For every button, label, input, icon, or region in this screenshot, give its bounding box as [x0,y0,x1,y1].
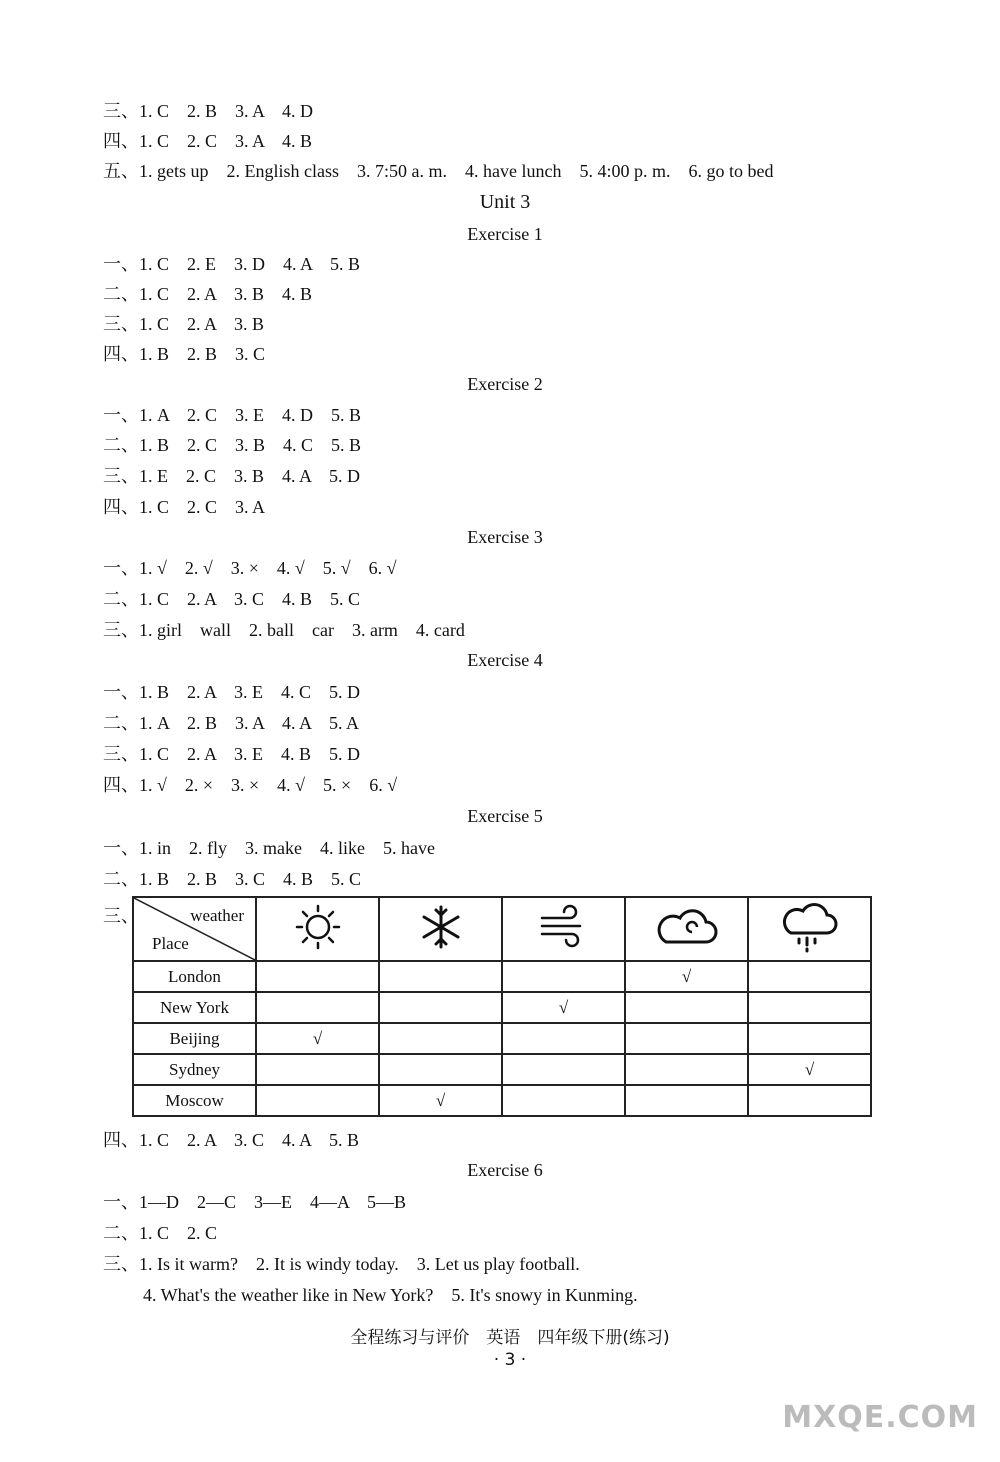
mark-cell [502,1054,625,1085]
mark-cell: √ [502,992,625,1023]
mark-cell: √ [379,1085,502,1116]
weather-header-cell [256,897,379,961]
mark-cell: √ [748,1054,871,1085]
answer-line: 三、1. girl wall 2. ball car 3. arm 4. card [103,620,465,640]
weather-header-cell [625,897,748,961]
page-number: · 3 · [493,1350,527,1370]
place-cell: London [133,961,256,992]
table-header-row [133,897,871,961]
section-label: 三、 [103,906,139,926]
weather-header-cell [379,897,502,961]
answer-line: 二、1. B 2. C 3. B 4. C 5. B [103,435,362,455]
mark-cell [625,1023,748,1054]
mark-cell: √ [256,1023,379,1054]
answer-line: 二、1. C 2. A 3. B 4. B [103,284,313,304]
place-cell: Sydney [133,1054,256,1085]
answer-line: 一、1. A 2. C 3. E 4. D 5. B [103,405,362,425]
answer-line: 一、1. C 2. E 3. D 4. A 5. B [103,254,361,274]
answer-line: 三、1. C 2. A 3. B [103,314,265,334]
mark-cell [502,961,625,992]
exercise-title: Exercise 6 [467,1160,543,1180]
answer-line: 二、1. A 2. B 3. A 4. A 5. A [103,713,360,733]
mark-cell [748,961,871,992]
table-row [133,1054,871,1085]
header-place-label: Place [152,934,189,953]
mark-cell [256,1085,379,1116]
answer-line: 四、1. B 2. B 3. C [103,344,266,364]
answer-line: 二、1. C 2. C [103,1223,218,1243]
exercise-title: Exercise 1 [467,224,543,244]
exercise-title: Exercise 4 [467,650,543,670]
mark-cell [502,1085,625,1116]
mark-cell [379,1023,502,1054]
mark-cell [256,1054,379,1085]
answer-line: 三、1. E 2. C 3. B 4. A 5. D [103,466,361,486]
mark-cell [379,961,502,992]
weather-header-cell [502,897,625,961]
unit-title: Unit 3 [479,191,531,213]
answer-line: 三、1. C 2. A 3. E 4. B 5. D [103,744,361,764]
sunny-icon [288,902,348,952]
windy-icon [534,902,594,952]
table-row [133,961,871,992]
place-cell: Moscow [133,1085,256,1116]
answer-line: 二、1. B 2. B 3. C 4. B 5. C [103,869,362,889]
exercise-title: Exercise 2 [467,374,543,394]
answer-line: 三、1. C 2. B 3. A 4. D [103,101,314,121]
answer-line: 四、1. C 2. A 3. C 4. A 5. B [103,1130,360,1150]
mark-cell [502,1023,625,1054]
exercise-title: Exercise 5 [467,806,543,826]
mark-cell [379,1054,502,1085]
header-weather-label: weather [190,906,244,925]
mark-cell [379,992,502,1023]
answer-line: 一、1. B 2. A 3. E 4. C 5. D [103,682,361,702]
diagonal-header-cell [133,897,256,961]
table-row [133,1023,871,1054]
mark-cell [748,1085,871,1116]
answer-line: 4. What's the weather like in New York? 5. It's snowy in Kunming. [143,1285,638,1305]
weather-table [132,896,872,1117]
place-cell: Beijing [133,1023,256,1054]
answer-line: 五、1. gets up 2. English class 3. 7:50 a. m. 4. have lunch 5. 4:00 p. m. 6. go to bed [103,161,774,181]
rainy-icon [775,901,845,953]
mark-cell [748,1023,871,1054]
answer-line: 四、1. √ 2. × 3. × 4. √ 5. × 6. √ [103,775,398,795]
mark-cell [625,1054,748,1085]
footer-book-title: 全程练习与评价 英语 四年级下册(练习) [350,1328,670,1348]
answer-line: 三、1. Is it warm? 2. It is windy today. 3. Let us play football. [103,1254,580,1274]
exercise-title: Exercise 3 [467,527,543,547]
answer-line: 一、1. √ 2. √ 3. × 4. √ 5. √ 6. √ [103,558,397,578]
answer-line: 一、1—D 2—C 3—E 4—A 5—B [103,1192,407,1212]
answer-line: 四、1. C 2. C 3. A [103,497,266,517]
table-row [133,992,871,1023]
table-row [133,1085,871,1116]
weather-header-cell [748,897,871,961]
mark-cell [256,961,379,992]
mark-cell [625,992,748,1023]
answer-line: 四、1. C 2. C 3. A 4. B [103,131,313,151]
answer-line: 二、1. C 2. A 3. C 4. B 5. C [103,589,361,609]
mark-cell: √ [625,961,748,992]
mark-cell [748,992,871,1023]
mark-cell [625,1085,748,1116]
mark-cell [256,992,379,1023]
snowy-icon [411,902,471,952]
cloudy-icon [652,902,722,952]
watermark: MXQE.COM [782,1400,978,1435]
answer-line: 一、1. in 2. fly 3. make 4. like 5. have [103,838,435,858]
place-cell: New York [133,992,256,1023]
